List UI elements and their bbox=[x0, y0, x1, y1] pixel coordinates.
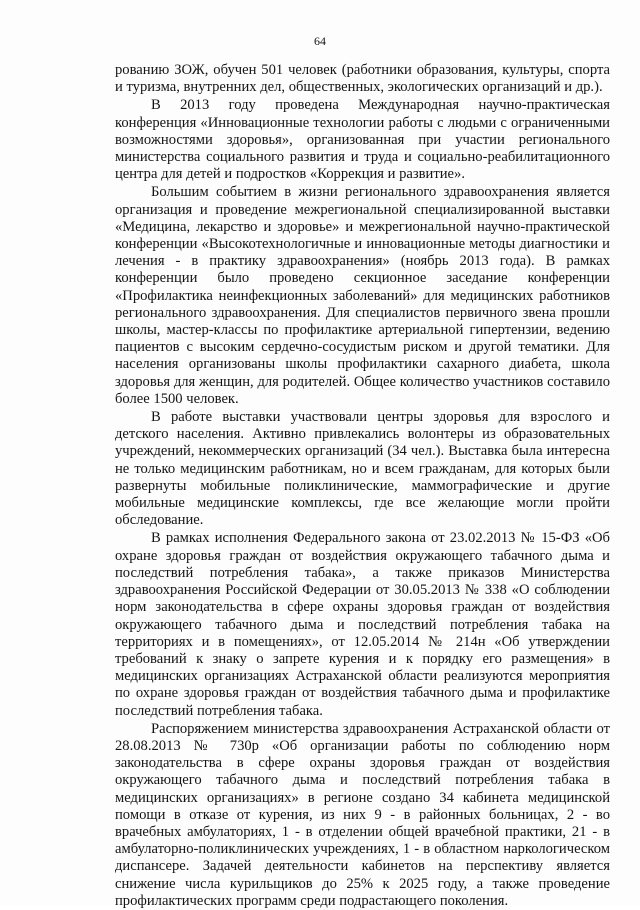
page-number: 64 bbox=[314, 34, 326, 48]
paragraph-ministry-order: Распоряжением министерства здравоохранения Астраханской области от 28.08.2013 № 730р «Об организации работы по соблюдению норм законодательства в сфере охраны здоровья граждан от воздействия окружающего табачного дыма и последствий потребления табака в медицинских организациях» в регионе создано 34 кабинета медицинской помощи в отказе от курения, из них 9 - в районных больницах, 2 - во врачебных амбулаториях, 1 - в отделении общей врачебной практики, 21 - в амбулаторно-поликлинических учреждениях, 1 - в областном наркологическом диспансере. Задачей деятельности кабинетов на перспективу является снижение числа курильщиков до 25% к 2025 году, а также проведение профилактических программ среди подрастающего поколения. bbox=[115, 720, 610, 909]
page-body bbox=[115, 62, 610, 910]
paragraph-continuation: рованию ЗОЖ, обучен 501 человек (работники образования, культуры, спорта и туризма, внутренних дел, общественных, экологических организаций и др.). bbox=[115, 62, 610, 96]
paragraph-exhibition-participants: В работе выставки участвовали центры здоровья для взрослого и детского населения. Активно привлекались волонтеры из образовательных учреждений, некоммерческих организаций (34 чел.). Выставка была интересна не только медицинским работникам, но и всем гражданам, для которых были развернуты мобильные поликлинические, маммографические и другие мобильные медицинские комплексы, где все желающие могли пройти обследование. bbox=[115, 409, 610, 529]
paragraph-federal-law: В рамках исполнения Федерального закона от 23.02.2013 № 15-ФЗ «Об охране здоровья граждан от воздействия окружающего табачного дыма и последствий потребления табака», а также приказов Министерства здравоохранения Российской Федерации от 30.05.2013 № 338 «О соблюдении норм законодательства в сфере охраны здоровья граждан от воздействия окружающего табачного дыма и последствий потребления табака на территориях и в помещениях», от 12.05.2014 № 214н «Об утверждении требований к знаку о запрете курения и к порядку его размещения» в медицинских организациях Астраханской области реализуются мероприятия по охране здоровья граждан от воздействия табачного дыма и профилактике последствий потребления табака. bbox=[115, 530, 610, 719]
paragraph-conference-2013: В 2013 году проведена Международная научно-практическая конференция «Инновационные технологии работы с людьми с ограниченными возможностями здоровья», организованная при участии регионального министерства социального развития и труда и социально-реабилитационного центра для детей и подростков «Коррекция и развитие». bbox=[115, 97, 610, 183]
paragraph-exhibition-event: Большим событием в жизни регионального здравоохранения является организация и проведение межрегиональной специализированной выставки «Медицина, лекарство и здоровье» и межрегиональной научно-практической конференции «Высокотехнологичные и инновационные методы диагностики и лечения - в практику здравоохранения» (ноябрь 2013 года). В рамках конференции было проведено секционное заседание конференции «Профилактика неинфекционных заболеваний» для медицинских работников регионального здравоохранения. Для специалистов первичного звена прошли школы, мастер-классы по профилактике артериальной гипертензии, ведению пациентов с высоким сердечно-сосудистым риском и другой тематики. Для населения организованы школы профилактики сахарного диабета, школа здоровья для женщин, для родителей. Общее количество участников составило более 1500 человек. bbox=[115, 184, 610, 407]
